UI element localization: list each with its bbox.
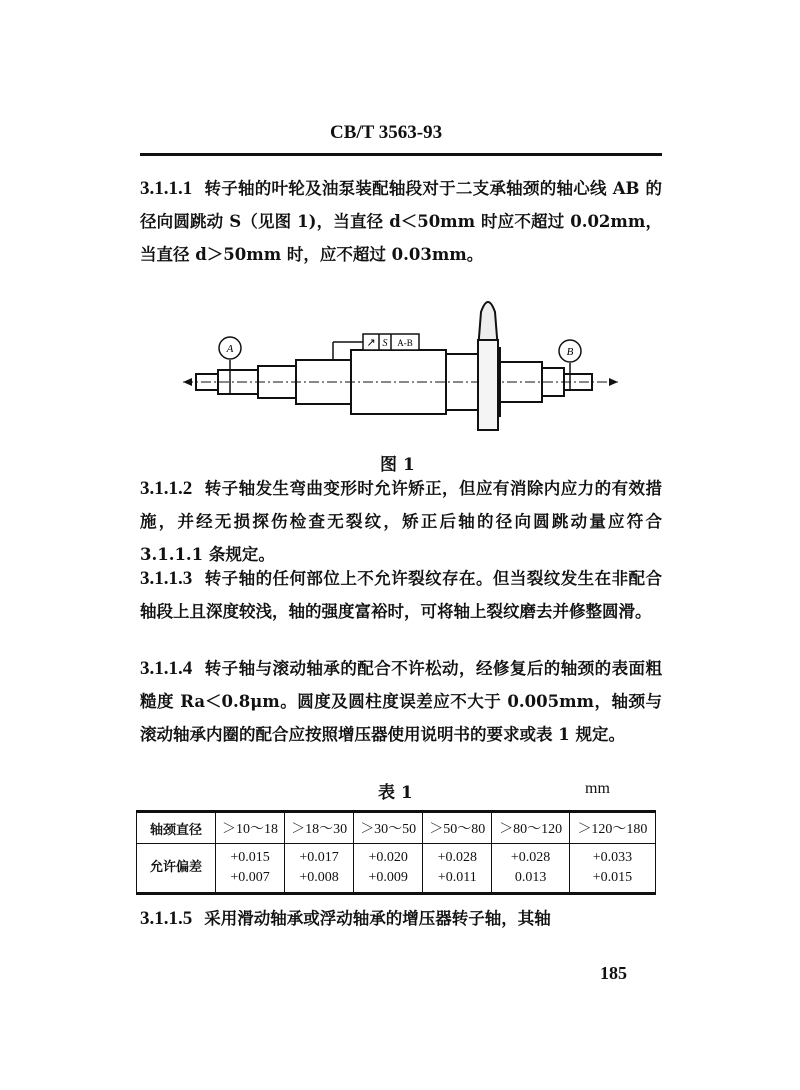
- section-3-1-1-4: [140, 652, 662, 751]
- section-number: 3.1.1.1: [140, 178, 193, 199]
- tolerance-s: S: [382, 338, 388, 349]
- runout-symbol: ↗: [366, 336, 376, 349]
- left-center-arrow: [183, 378, 192, 386]
- section-text: 转子轴的任何部位上不允许裂纹存在。但当裂纹发生在非配合轴段上且深度较浅，轴的强度富裕时，可将轴上裂纹磨去并修整圆滑。: [140, 569, 662, 621]
- section-3-1-1-2: [140, 472, 662, 571]
- datum-ref: A-B: [397, 338, 413, 348]
- datum-a: [219, 337, 241, 394]
- col-header: ＞50～80: [423, 812, 492, 844]
- row-header: 轴颈直径: [137, 812, 216, 844]
- table-caption: 表 1: [378, 783, 413, 803]
- figure-caption: 图 1: [380, 455, 415, 475]
- right-center-arrow: [609, 378, 618, 386]
- table-cell: +0.028 +0.011: [423, 844, 492, 894]
- section-3-1-1-5: [140, 902, 662, 935]
- header-rule: [140, 153, 662, 156]
- col-header: ＞18～30: [285, 812, 354, 844]
- standard-code: CB/T 3563-93: [330, 122, 443, 143]
- section-text: 转子轴的叶轮及油泵装配轴段对于二支承轴颈的轴心线 AB 的径向圆跳动 S（见图 1)，当直径 d＜50mm 时应不超过 0.02mm，当直径 d＞50mm 时，应不超过 0.03mm。: [140, 179, 662, 264]
- table-cell: +0.017 +0.008: [285, 844, 354, 894]
- table-cell: +0.020 +0.009: [354, 844, 423, 894]
- section-3-1-1-1: [140, 172, 662, 271]
- section-text: 转子轴发生弯曲变形时允许矫正，但应有消除内应力的有效措施，并经无损探伤检查无裂纹，矫正后轴的径向圆跳动量应符合 3.1.1.1 条规定。: [140, 479, 662, 564]
- col-header: ＞10～18: [216, 812, 285, 844]
- section-number: 3.1.1.5: [140, 908, 193, 929]
- tolerance-table: [136, 810, 656, 895]
- table-cell: +0.033 +0.015: [569, 844, 655, 894]
- table-unit: mm: [585, 780, 610, 797]
- impeller-disk: [478, 302, 498, 430]
- table-cell: +0.028 0.013: [492, 844, 570, 894]
- rotor-shaft-figure: [178, 290, 623, 440]
- section-3-1-1-3: [140, 562, 662, 628]
- table-cell: +0.015 +0.007: [216, 844, 285, 894]
- row-header: 允许偏差: [137, 844, 216, 894]
- col-header: ＞80～120: [492, 812, 570, 844]
- datum-b-label: B: [566, 346, 574, 358]
- section-number: 3.1.1.3: [140, 568, 193, 589]
- table-header-row: [137, 812, 656, 844]
- section-text: 采用滑动轴承或浮动轴承的增压器转子轴，其轴: [204, 909, 551, 928]
- tolerance-frame: [333, 334, 419, 360]
- datum-a-label: A: [226, 343, 234, 355]
- section-number: 3.1.1.2: [140, 478, 193, 499]
- section-number: 3.1.1.4: [140, 658, 193, 679]
- section-text: 转子轴与滚动轴承的配合不许松动，经修复后的轴颈的表面粗糙度 Ra＜0.8μm。圆度及圆柱度误差应不大于 0.005mm，轴颈与滚动轴承内圈的配合应按照增压器使用说明书的要求或表 1 规定。: [140, 659, 662, 744]
- page-number: 185: [600, 963, 627, 983]
- table-row: [137, 844, 656, 894]
- col-header: ＞120～180: [569, 812, 655, 844]
- col-header: ＞30～50: [354, 812, 423, 844]
